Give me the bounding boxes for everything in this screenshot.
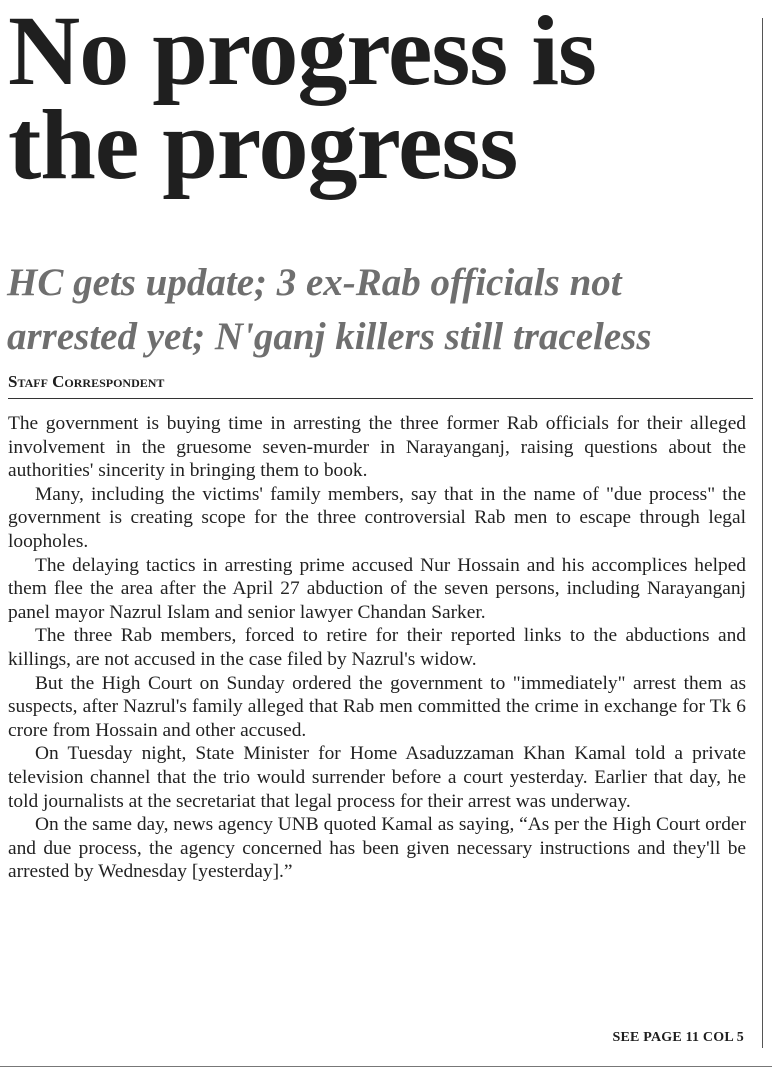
continuation-reference: SEE PAGE 11 COL 5 [612, 1030, 744, 1045]
headline-line-2: the progress [8, 89, 518, 200]
paragraph: On the same day, news agency UNB quoted Kamal as saying, “As per the High Court order and due process, the agency concerned has been given necessary instructions and they'll be arrested by Wednesday [yesterday].” [8, 814, 746, 883]
byline: Staff Correspondent [8, 372, 753, 399]
paragraph: Many, including the victims' family members, say that in the name of "due process" the government is creating scope for the three controversial Rab men to escape through legal loopholes. [8, 483, 746, 552]
article-body [8, 412, 746, 884]
paragraph: On Tuesday night, State Minister for Home Asaduzzaman Khan Kamal told a private television channel that the trio would surrender before a court yesterday. Earlier that day, he told journalists at the secretariat that legal process for their arrest was underway. [8, 743, 746, 812]
paragraph: But the High Court on Sunday ordered the government to "immediately" arrest them as suspects, after Nazrul's family alleged that Rab men committed the crime in exchange for Tk 6 crore from Hossain and other accused. [8, 672, 746, 741]
column-rule [762, 18, 763, 1048]
paragraph: The government is buying time in arresting the three former Rab officials for their alleged involvement in the gruesome seven-murder in Narayanganj, raising questions about the authorities' sincerity in bringing them to book. [8, 413, 746, 482]
subheadline-line-2: arrested yet; N'ganj killers still traceless [7, 315, 652, 358]
headline [8, 0, 748, 200]
subheadline-line-1: HC gets update; 3 ex-Rab officials not [7, 261, 622, 304]
paragraph: The delaying tactics in arresting prime accused Nur Hossain and his accomplices helped them flee the area after the April 27 abduction of the seven persons, including Narayanganj panel mayor Nazrul Islam and senior lawyer Chandan Sarker. [8, 554, 746, 623]
headline-line-1: No progress is [8, 0, 596, 106]
paragraph: The three Rab members, forced to retire for their reported links to the abductions and killings, are not accused in the case filed by Nazrul's widow. [8, 625, 746, 670]
bottom-rule [0, 1066, 772, 1067]
subheadline [7, 256, 752, 364]
